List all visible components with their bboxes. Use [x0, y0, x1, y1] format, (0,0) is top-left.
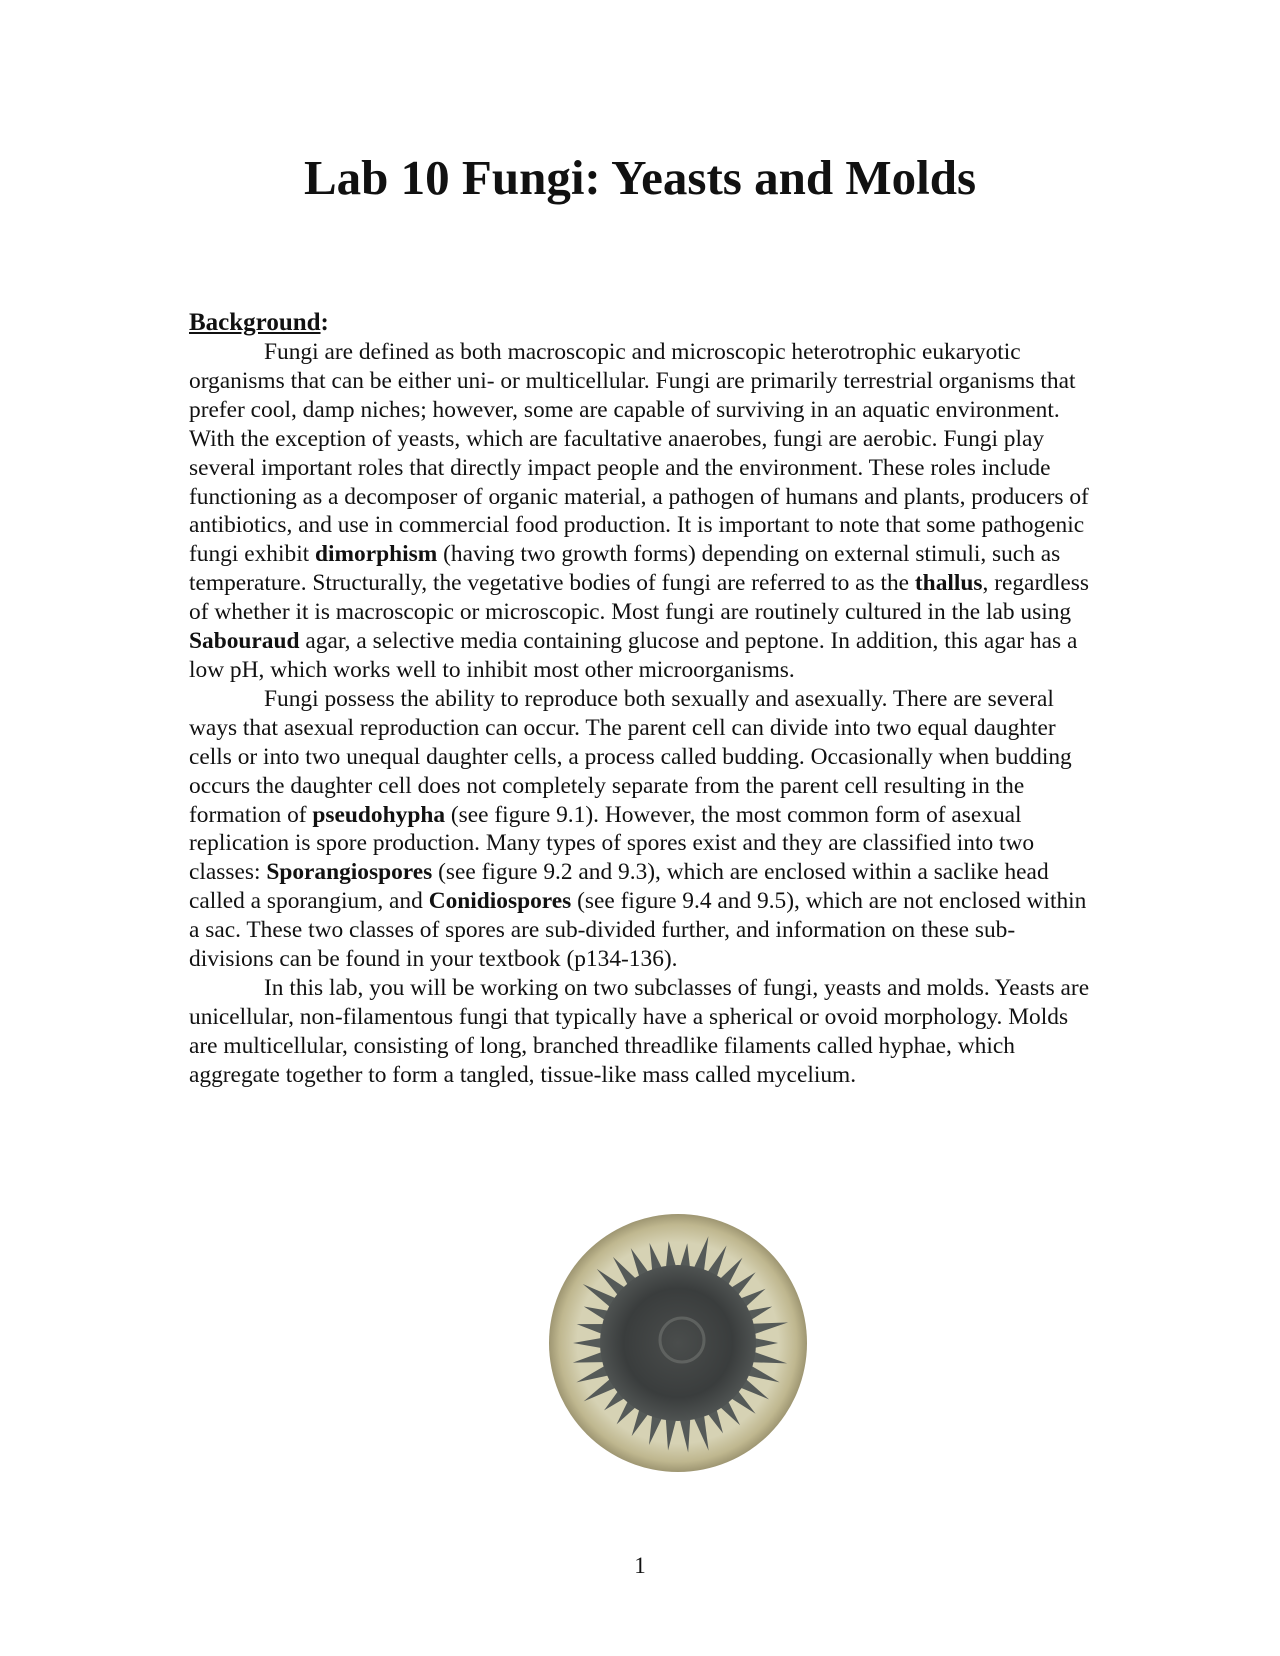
- section-heading-text: Background: [189, 309, 321, 336]
- paragraph-text: (see figure 9.2 and 9.3), which are enclosed within a saclike head called a sporangium, and: [189, 859, 1049, 915]
- colony-core: [600, 1265, 756, 1421]
- body-paragraph: [189, 338, 1094, 685]
- paragraph-text: (see figure 9.4 and 9.5), which are not enclosed within a sac. These two classes of spores are sub-divided further, and information on these sub-divisions can be found in your textbook (p134-136).: [189, 888, 1087, 973]
- body-paragraph: [189, 974, 1094, 1090]
- paragraph-text: Fungi are defined as both macroscopic and microscopic heterotrophic eukaryotic organisms that can be either uni- or multicellular. Fungi are primarily terrestrial organisms that prefer cool, damp niches; however, some are capable of surviving in an aquatic environment. With the exception of yeasts, which are facultative anaerobes, fungi are aerobic. Fungi play several important roles that directly impact people and the environment. These roles include functioning as a decomposer of organic material, a pathogen of humans and plants, producers of antibiotics, and use in commercial food production. It is important to note that some pathogenic fungi exhibit: [189, 339, 1089, 568]
- paragraph-text: Fungi possess the ability to reproduce both sexually and asexually. There are several ways that asexual reproduction can occur. The parent cell can divide into two equal daughter cells or into two unequal daughter cells, a process called budding. Occasionally when budding occurs the daughter cell does not completely separate from the parent cell resulting in the formation of: [189, 685, 1072, 828]
- key-term: thallus: [914, 570, 983, 597]
- key-term: Sporangiospores: [266, 859, 433, 886]
- paragraph-text: (see figure 9.1). However, the most common form of asexual replication is spore production. Many types of spores exist and they are classified into two classes:: [189, 801, 1035, 886]
- paragraph-text: , regardless of whether it is macroscopic or microscopic. Most fungi are routinely cultured in the lab using: [189, 570, 1090, 626]
- key-term: pseudohypha: [312, 801, 446, 828]
- section-heading: [189, 308, 1094, 338]
- paragraph-text: agar, a selective media containing glucose and peptone. In addition, this agar has a low pH, which works well to inhibit most other microorganisms.: [189, 628, 1078, 683]
- page-title: Lab 10 Fungi: Yeasts and Molds: [303, 150, 977, 205]
- paragraph-text: In this lab, you will be working on two subclasses of fungi, yeasts and molds. Yeasts are unicellular, non-filamentous fungi that typically have a spherical or ovoid morphology. Molds are multicellular, consisting of long, branched threadlike filaments called hyphae, which aggregate together to form a tangled, tissue-like mass called mycelium.: [189, 974, 1090, 1088]
- key-term: Sabouraud: [189, 628, 300, 655]
- key-term: dimorphism: [315, 541, 438, 568]
- document-body: [189, 308, 1094, 1090]
- section-heading-colon: :: [320, 309, 329, 336]
- mold-colony-image: [547, 1212, 809, 1474]
- key-term: Conidiospores: [428, 888, 572, 915]
- page-number: 1: [634, 1553, 646, 1578]
- paragraph-list: [189, 338, 1094, 1090]
- body-paragraph: [189, 685, 1094, 974]
- paragraph-text: (having two growth forms) depending on external stimuli, such as temperature. Structurally, the vegetative bodies of fungi are referred to as the: [189, 541, 1061, 597]
